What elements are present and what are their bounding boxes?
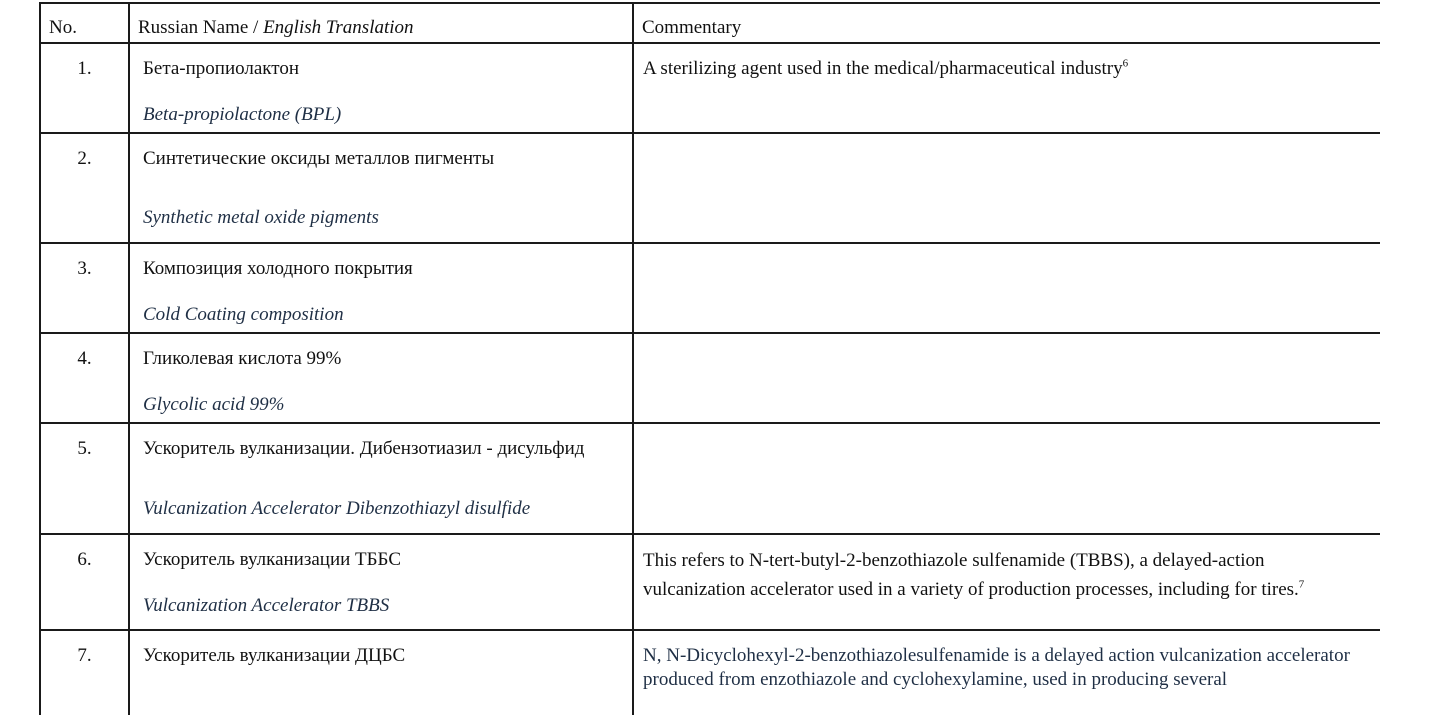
english-name: Beta-propiolactone (BPL) (143, 104, 342, 125)
english-name: Synthetic metal oxide pigments (143, 207, 379, 228)
header-name-ru: Russian Name / (138, 17, 264, 38)
row-number: 3. (40, 243, 129, 333)
row-number: 4. (40, 333, 129, 423)
english-name: Cold Coating composition (143, 304, 344, 325)
row-number: 1. (40, 43, 129, 133)
row-commentary (633, 43, 1380, 133)
table-row (40, 43, 1380, 133)
russian-name: Гликолевая кислота 99% (143, 348, 342, 369)
row-number: 5. (40, 423, 129, 534)
russian-name: Бета-пропиолактон (143, 58, 300, 79)
english-name: Vulcanization Accelerator Dibenzothiazyl disulfide (143, 498, 531, 519)
header-name-en: English Translation (263, 17, 414, 38)
table-row (40, 423, 1380, 534)
footnote-ref: 7 (1298, 578, 1305, 591)
row-commentary (633, 423, 1380, 534)
russian-name: Ускоритель вулканизации ДЦБС (143, 645, 406, 666)
footnote-ref: 6 (1122, 57, 1129, 70)
row-commentary (633, 243, 1380, 333)
row-name (129, 243, 633, 333)
row-name (129, 423, 633, 534)
table-row (40, 630, 1380, 715)
header-no: No. (40, 3, 129, 43)
row-number: 2. (40, 133, 129, 243)
header-name (129, 3, 633, 43)
row-name (129, 630, 633, 715)
row-name (129, 333, 633, 423)
document-page (39, 2, 1380, 715)
russian-name: Ускоритель вулканизации. Дибензотиазил - дисульфид (143, 438, 585, 459)
english-name: Glycolic acid 99% (143, 394, 285, 415)
table-header-row (40, 3, 1380, 43)
chemicals-table (39, 2, 1380, 715)
russian-name: Композиция холодного покрытия (143, 258, 413, 279)
english-name: Vulcanization Accelerator TBBS (143, 595, 390, 616)
table-row (40, 243, 1380, 333)
row-number: 6. (40, 534, 129, 630)
commentary-text: N, N-Dicyclohexyl-2-benzothiazolesulfenamide is a delayed action vulcanization accelerator produced from enzothiazole and cyclohexylamine, used in producing several (643, 645, 1350, 690)
table-row (40, 333, 1380, 423)
commentary-text: A sterilizing agent used in the medical/pharmaceutical industry (643, 58, 1123, 79)
row-name (129, 43, 633, 133)
row-commentary (633, 133, 1380, 243)
row-commentary (633, 333, 1380, 423)
russian-name: Ускоритель вулканизации ТББС (143, 549, 402, 570)
commentary-block (643, 546, 1368, 604)
russian-name: Синтетические оксиды металлов пигменты (143, 148, 495, 169)
row-name (129, 534, 633, 630)
table-row (40, 534, 1380, 630)
table-row (40, 133, 1380, 243)
header-commentary: Commentary (633, 3, 1380, 43)
commentary-text: This refers to N-tert-butyl-2-benzothiazole sulfenamide (TBBS), a delayed-action vulcanization accelerator used in a variety of production processes, including for tires. (643, 550, 1299, 600)
row-commentary (633, 630, 1380, 715)
row-commentary (633, 534, 1380, 630)
row-number: 7. (40, 630, 129, 715)
row-name (129, 133, 633, 243)
